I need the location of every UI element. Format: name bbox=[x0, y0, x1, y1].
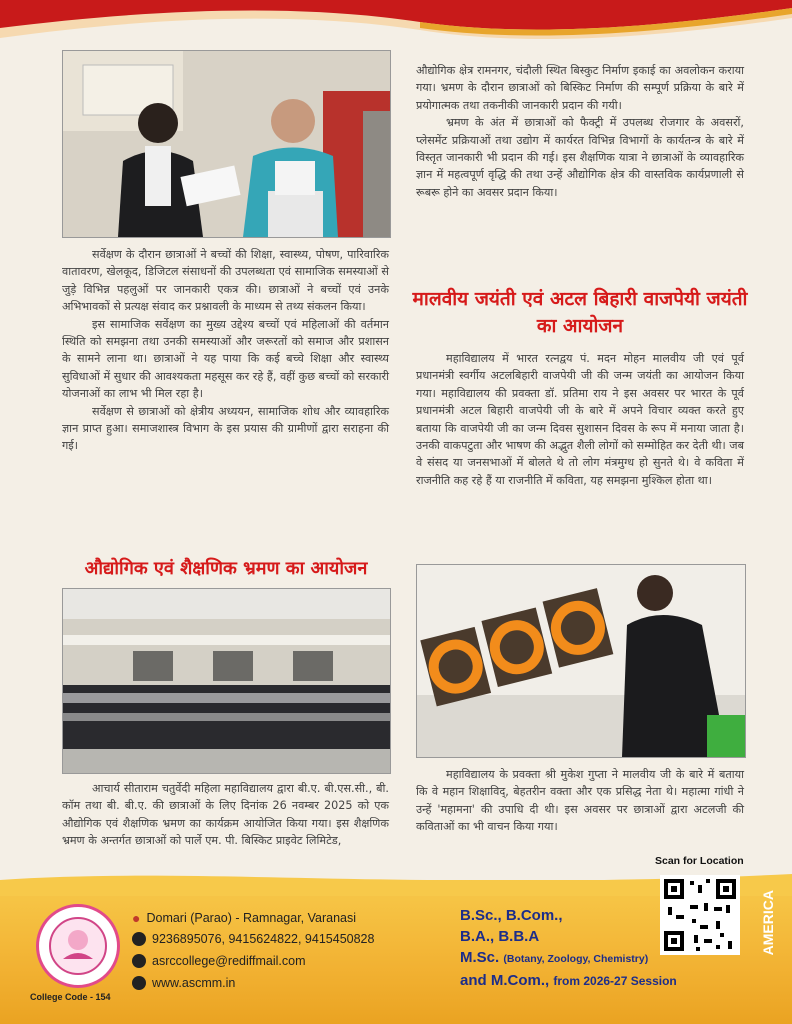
college-logo bbox=[36, 904, 120, 988]
courses-msc-subjects: (Botany, Zoology, Chemistry) bbox=[503, 953, 649, 965]
location-qr-code[interactable] bbox=[660, 875, 740, 955]
courses-line-3 bbox=[460, 947, 677, 970]
footer-website-row bbox=[132, 976, 235, 990]
malviya-para: महाविद्यालय में भारत रत्नद्वय पं. मदन मोहन मालवीय जी एवं पूर्व प्रधानमंत्री स्वर्गीय अटलबिहारी वाजपेयी जी की जन्म जयंती का आयोजन किया गया। महाविद्यालय की प्रवक्ता डॉ. प्रतिमा राय ने इस अवसर पर भारत के पूर्व प्रधानमंत्री अटल बिहारी वाजपेयी जी के बारे में अपने विचार व्यक्त करते हुए बताया कि वाजपेयी जी का जन्म दिवस सुशासन दिवस के रूप में मनाया जाता है। उनकी वाकपटुता और भाषण की अद्भुत शैली लोगों को सम्मोहित कर देती थी। जब वे संसद या जनसभाओं में बोलते थे तो लोग मंत्रमुग्ध हो सुनते थे। वे कविता में राजनीति कह रहे हैं या राजनीति में कविता, यह समझना मुश्किल होता था। bbox=[416, 352, 744, 487]
industrial-cont-para-2: भ्रमण के अंत में छात्राओं को फैक्ट्री में उपलब्ध रोजगार के अवसरों, प्लेसमेंट प्रक्रियाओं तथा उद्योग में कार्यरत विभिन्न विभागों के कार्यतन्त्र के बारे में विस्तृत जानकारी भी प्रदान की गई। इस शैक्षणिक यात्रा ने छात्राओं के व्यावहारिक ज्ञान में महत्वपूर्ण वृद्धि की तथा उन्हें औद्योगिक क्षेत्र की वास्तविक कार्यप्रणाली से रूबरू होने का अवसर प्रदान किया। bbox=[416, 116, 744, 199]
footer-email[interactable]: asrccollege@rediffmail.com bbox=[152, 954, 306, 968]
group-photo bbox=[62, 588, 391, 774]
survey-photo bbox=[62, 50, 391, 238]
courses-line-1: B.Sc., B.Com., bbox=[460, 907, 563, 924]
college-logo-icon bbox=[39, 907, 117, 985]
mukesh-text bbox=[416, 766, 744, 836]
malviya-text bbox=[416, 350, 744, 489]
footer-phone-row bbox=[132, 932, 374, 946]
phone-icon bbox=[132, 932, 146, 946]
survey-text bbox=[62, 246, 389, 455]
footer-address-row bbox=[132, 910, 356, 926]
industrial-visit-heading: औद्योगिक एवं शैक्षणिक भ्रमण का आयोजन bbox=[84, 558, 368, 579]
footer-email-row bbox=[132, 954, 306, 968]
group-photo-art bbox=[63, 589, 390, 773]
malviya-jayanti-heading: मालवीय जयंती एवं अटल बिहारी वाजपेयी जयंती का आयोजन bbox=[412, 288, 748, 337]
footer-website[interactable]: www.ascmm.in bbox=[152, 976, 236, 990]
courses-session: from 2026-27 Session bbox=[553, 974, 677, 988]
footer-address: Domari (Parao) - Ramnagar, Varanasi bbox=[146, 911, 357, 925]
qr-code-icon bbox=[660, 875, 740, 955]
courses-mcom: and M.Com., bbox=[460, 972, 550, 989]
courses-line-2: B.A., B.B.A bbox=[460, 928, 540, 945]
courses-msc: M.Sc. bbox=[460, 949, 500, 966]
industrial-text bbox=[62, 780, 389, 850]
courses-line-4 bbox=[460, 970, 677, 992]
industrial-cont-para-1: औद्योगिक क्षेत्र रामनगर, चंदौली स्थित बिस्कुट निर्माण इकाई का अवलोकन कराया गया। भ्रमण के दौरान छात्राओं को बिस्किट निर्माण की सम्पूर्ण प्रक्रिया के बारे में प्रयोगात्मक तथा तकनीकी जानकारी प्रदान की गयी। bbox=[416, 64, 744, 112]
email-icon bbox=[132, 954, 146, 968]
industrial-para: आचार्य सीताराम चतुर्वेदी महिला महाविद्यालय द्वारा बी.ए. बी.एस.सी., बी. कॉम तथा बी. बी.ए. की छात्राओं के लिए दिनांक 26 नवम्बर 2025 को एक औद्योगिक एवं शैक्षणिक भ्रमण का कार्यक्रम आयोजित किया गया। इस शैक्षणिक भ्रमण के अन्तर्गत छात्राओं को पार्ले एम. पी. बिस्किट प्राइवेट लिमिटेड, bbox=[62, 782, 389, 848]
survey-para-3: सर्वेक्षण से छात्राओं को क्षेत्रीय अध्ययन, सामाजिक शोध और व्यावहारिक ज्ञान प्राप्त हुआ। समाजशास्त्र विभाग के इस प्रयास की ग्रामीणों द्वारा सराहना की गई। bbox=[62, 404, 389, 453]
footer-phones: 9236895076, 9415624822, 9415450828 bbox=[152, 932, 375, 946]
scan-location-label: Scan for Location bbox=[655, 855, 744, 867]
survey-para-2: इस सामाजिक सर्वेक्षण का मुख्य उद्देश्य बच्चों एवं महिलाओं की वर्तमान स्थिति को समझना तथा उनकी समस्याओं और जरूरतों को समाज और प्रशासन के सामने लाना था। छात्राओं ने यह पाया कि कई बच्चे शिक्षा और स्वास्थ्य सुविधाओं में सुधार की आवश्यकता महसूस कर रहे हैं, वहीं कुछ बच्चों को सरकारी योजनाओं का लाभ भी मिल रहा है। bbox=[62, 317, 389, 401]
tribute-photo-art bbox=[417, 565, 745, 757]
college-code: College Code - 154 bbox=[30, 992, 111, 1002]
tribute-photo bbox=[416, 564, 746, 758]
courses-offered bbox=[460, 905, 677, 992]
location-pin-icon: ● bbox=[132, 910, 141, 926]
survey-photo-art bbox=[63, 51, 390, 237]
mukesh-para: महाविद्यालय के प्रवक्ता श्री मुकेश गुप्ता ने मालवीय जी के बारे में बताया कि वे महान शिक्षाविद्, बेहतरीन वक्ता और एक प्रसिद्ध नेता थे। महात्मा गांधी ने उन्हें 'महामना' की उपाधि दी थी। इस अवसर पर छात्राओं द्वारा अटलजी की कविताओं का भी वाचन किया गया। bbox=[416, 768, 744, 834]
edge-text: AMERICA bbox=[760, 890, 776, 956]
survey-para-1: सर्वेक्षण के दौरान छात्राओं ने बच्चों की शिक्षा, स्वास्थ्य, पोषण, पारिवारिक वातावरण, खेलकूद, डिजिटल संसाधनों की उपलब्धता एवं सामाजिक समस्याओं से जुड़े विभिन्न पहलुओं पर जानकारी एकत्र की। छात्राओं ने बच्चों एवं उनके अभिभावकों से प्रत्यक्ष संवाद कर प्रश्नावली के माध्यम से तथ्य संकलन किया। bbox=[62, 248, 389, 314]
globe-icon bbox=[132, 976, 146, 990]
industrial-text-continued bbox=[416, 62, 744, 201]
